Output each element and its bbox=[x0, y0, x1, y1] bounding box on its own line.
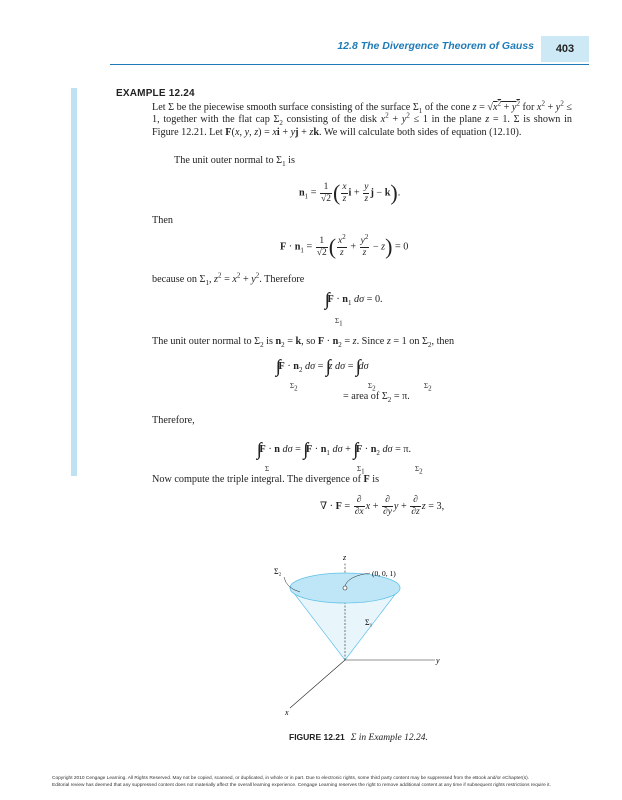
center-point bbox=[343, 586, 347, 590]
cone-figure bbox=[240, 548, 470, 723]
intro-text: Let Σ be the piecewise smooth surface consisting of the surface $\Sigma_1$ of the cone $z = √x^2 + y^2$ for $x^2 + y^2 \le 1$, together with the flat cap $\Sigma_2$ consisting of the disk $x^2 + y^2 \le 1$ in the plane z = 1. Σ is shown in Figure 12.21. Let F(x, y, z) = xi + yj + zk. We will calculate both sides of equation (12.10). bbox=[152, 99, 573, 138]
caption-text: Σ in Example 12.24. bbox=[350, 733, 428, 743]
example-label: EXAMPLE 12.24 bbox=[116, 88, 195, 99]
figure-caption bbox=[289, 732, 428, 743]
x-axis-label: x bbox=[285, 708, 289, 717]
point-label: (0, 0, 1) bbox=[372, 569, 396, 578]
example-intro-paragraph bbox=[152, 99, 573, 139]
section-title: 12.8 The Divergence Theorem of Gauss bbox=[337, 40, 534, 52]
z-axis-label: z bbox=[343, 553, 347, 562]
copyright-line-1: Copyright 2010 Cengage Learning. All Rights Reserved. May not be copied, scanned, or duplicated, in whole or in part. Due to electronic rights, some third party content may be suppressed from the eBook and/or eChapter(s). bbox=[52, 776, 530, 781]
page-number: 403 bbox=[541, 36, 589, 62]
n2-text: The unit outer normal to $\Sigma_2$ is $n_2 = k$, so $F \cdot n_2 = z$. Since z = 1 on $\Sigma_2$, then bbox=[152, 336, 455, 350]
therefore-text: Therefore, bbox=[152, 415, 195, 426]
caption-label: FIGURE 12.21 bbox=[289, 732, 345, 742]
integral-sigma1: $F \cdot n_1$ dσ = 0. $\Sigma_1$ bbox=[327, 293, 383, 328]
then-text: Then bbox=[152, 215, 173, 226]
integral-sigma2: $F \cdot n_2$ dσ = z dσ = dσ $\Sigma_2$ $\Sigma_2$ $\Sigma_2$ bbox=[278, 360, 432, 393]
divergence-intro: Now compute the triple integral. The divergence of F is bbox=[152, 474, 380, 485]
equation-f-dot-n1: $F \cdot n_1$ = $\frac{1}{√2}$ ( $\frac{x^2}{z}$ + $\frac{y^2}{z}$ − z) = 0 bbox=[280, 232, 409, 259]
example-sidebar-bar bbox=[71, 88, 77, 476]
equation-divergence: ∇ · F = $\frac{\partial}{\partial x}$ x + $\frac{\partial}{\partial y}$ y + $\frac{\partial}{\partial z}$ z = 3, bbox=[320, 495, 445, 517]
integral-sigma-total: F · n $d\sigma = F \cdot n_1$ $d\sigma + F \cdot n_2$ dσ = π. Σ $\Sigma_1$ $\Sigma_2$ bbox=[259, 443, 423, 476]
y-axis-label: y bbox=[436, 656, 440, 665]
normal-intro: The unit outer normal to $\Sigma_1$ is bbox=[174, 155, 295, 169]
header-rule bbox=[110, 64, 589, 65]
x-axis bbox=[290, 660, 345, 708]
copyright-line-2: Editorial review has deemed that any suppressed content does not materially affect the overall learning experience. Cengage Learning reserves the right to remove additional content at any time if subsequent rights restrictions require it. bbox=[52, 783, 551, 788]
equation-n1: $n_1$ = $\frac{1}{√2}$ ( $\frac{x}{z}$ i + $\frac{y}{z}$ j − k). bbox=[299, 180, 401, 205]
sigma2-label: Σ₂ bbox=[274, 567, 282, 576]
sigma1-label: Σ₁ bbox=[365, 618, 373, 627]
because-text: because on $\Sigma_1$, $z^2 = x^2 + y^2$. Therefore bbox=[152, 271, 305, 288]
running-header bbox=[0, 36, 622, 66]
area-line: = area of $\Sigma_2 = \pi$. bbox=[343, 391, 410, 405]
